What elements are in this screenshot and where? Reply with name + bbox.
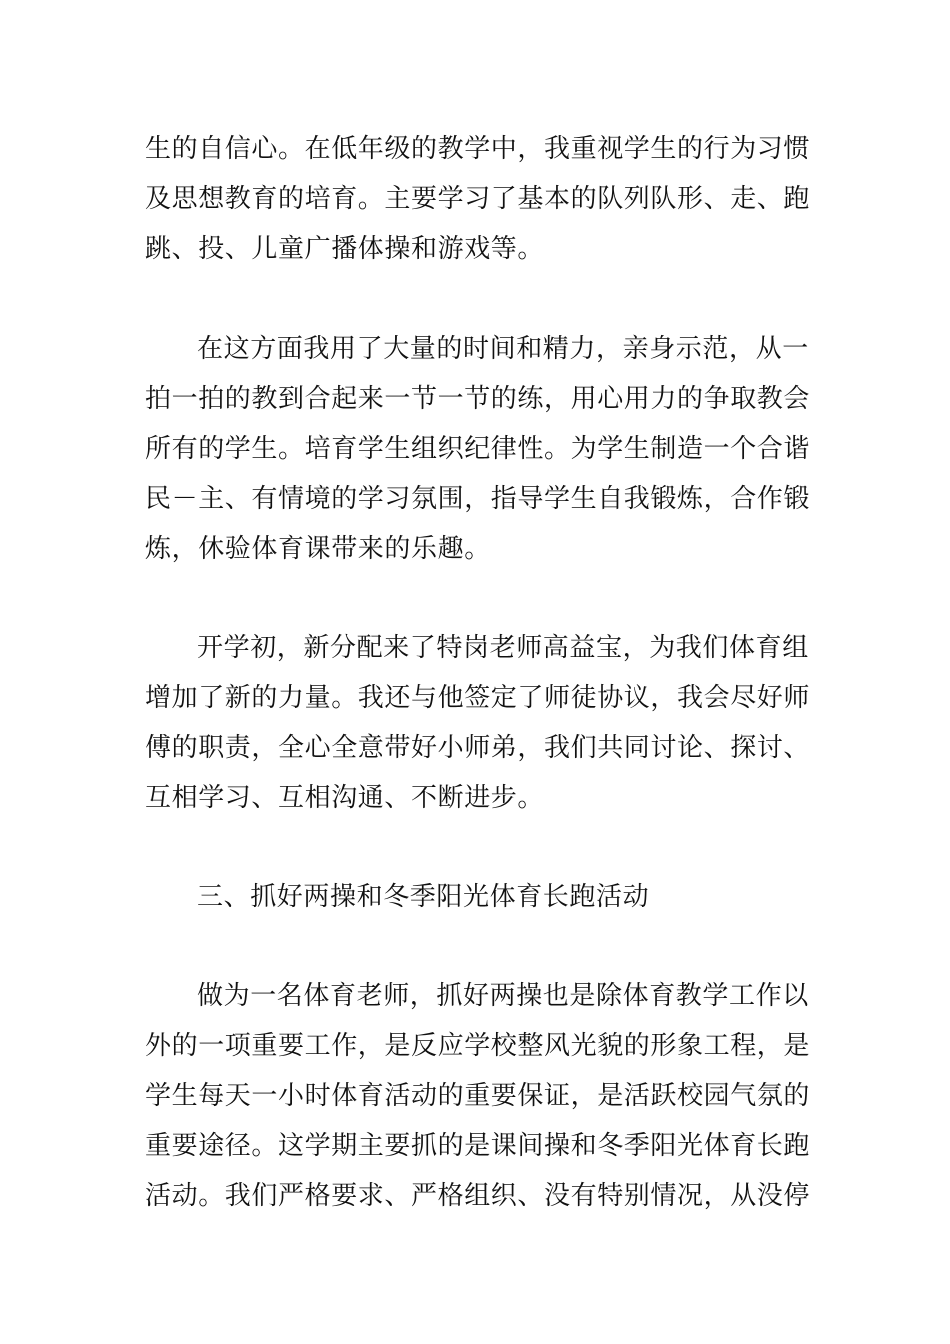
section-heading: 三、抓好两操和冬季阳光体育长跑活动 (197, 882, 650, 912)
paragraph-2-line-5: 炼，休验体育课带来的乐趣。 (145, 534, 491, 564)
paragraph-4-line-4: 重要途径。这学期主要抓的是课间操和冬季阳光体育长跑 (145, 1131, 811, 1161)
paragraph-2-line-3: 所有的学生。培育学生组织纪律性。为学生制造一个合谐 (145, 434, 811, 464)
paragraph-1-line-2: 及思想教育的培育。主要学习了基本的队列队形、走、跑 (145, 184, 811, 214)
paragraph-2-line-2: 拍一拍的教到合起来一节一节的练，用心用力的争取教会 (145, 384, 811, 414)
paragraph-3-line-1: 开学初，新分配来了特岗老师高益宝，为我们体育组 (197, 633, 809, 663)
paragraph-4-line-3: 学生每天一小时体育活动的重要保证，是活跃校园气氛的 (145, 1081, 811, 1111)
paragraph-3-line-2: 增加了新的力量。我还与他签定了师徒协议，我会尽好师 (145, 683, 811, 713)
paragraph-3-line-4: 互相学习、互相沟通、不断进步。 (145, 783, 545, 813)
paragraph-2-line-4: 民－主、有情境的学习氛围，指导学生自我锻炼，合作锻 (145, 484, 811, 514)
paragraph-4-line-1: 做为一名体育老师，抓好两操也是除体育教学工作以 (197, 981, 809, 1011)
paragraph-1-line-1: 生的自信心。在低年级的教学中，我重视学生的行为习惯 (145, 134, 811, 164)
paragraph-3-line-3: 傅的职责，全心全意带好小师弟，我们共同讨论、探讨、 (145, 733, 811, 763)
paragraph-2-line-1: 在这方面我用了大量的时间和精力，亲身示范，从一 (197, 334, 809, 364)
paragraph-4-line-5: 活动。我们严格要求、严格组织、没有特别情况，从没停 (145, 1181, 811, 1211)
paragraph-1-line-3: 跳、投、儿童广播体操和游戏等。 (145, 234, 545, 264)
paragraph-4-line-2: 外的一项重要工作，是反应学校整风光貌的形象工程，是 (145, 1031, 811, 1061)
